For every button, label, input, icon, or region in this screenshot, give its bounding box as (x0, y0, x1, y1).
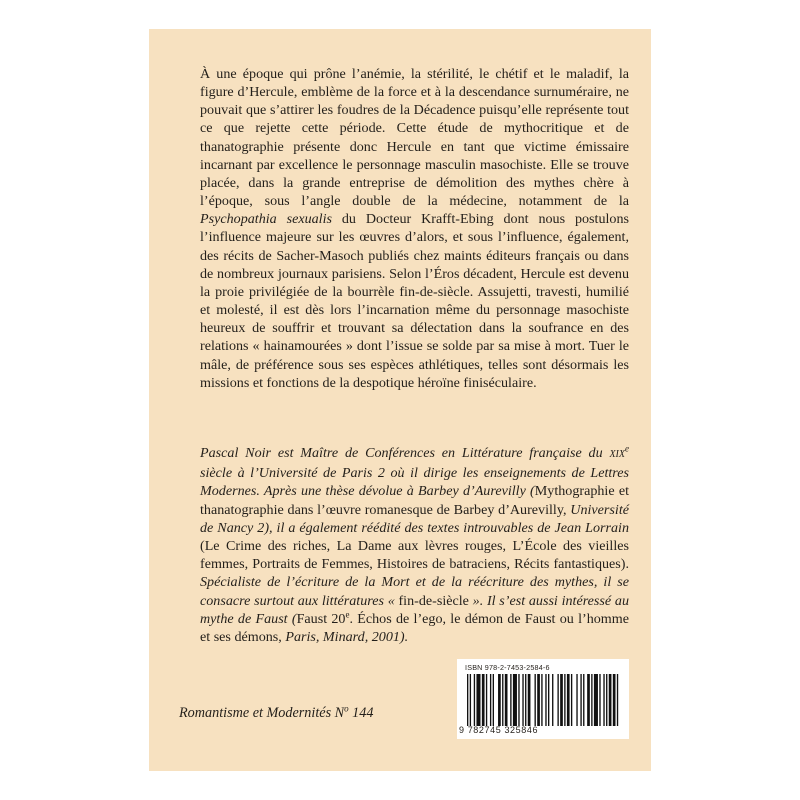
series-number-sup: o (344, 703, 349, 714)
isbn-label: ISBN 978-2-7453-2584-6 (465, 663, 550, 672)
bio-part-9: Faust 20 (296, 610, 346, 627)
bio-part-3: Mythographie et thanatographie dans l’œuvre romanesque de Barbey d’Aurevilly, (200, 483, 629, 518)
bio-century: XIX (609, 449, 625, 460)
isbn-barcode-box (457, 659, 629, 739)
bio-part-1: Pascal Noir est Maître de Conférences en Littérature française du (200, 445, 610, 461)
abstract-text: À une époque qui prône l’anémie, la stérilité, le chétif et le maladif, la figure d’Hercule, emblème de la force et à la descendance surnuméraire, ne pouvait que s’attirer les foudres de la Décadence puisqu’elle représente tout ce que rejette cette période. Cette étude de mythocritique et de thanatographie présente donc Hercule en tant que victime émissaire incarnant par excellence le personnage masculin masochiste. Elle se trouve placée, dans la grande entreprise de démolition des mythes chère à l’époque, sous l’angle double de la médecine, notamment de la (200, 66, 629, 210)
series-number: 144 (348, 705, 374, 721)
bio-part-6: Spécialiste de l’écriture de la Mort et de la réécriture des mythes, il se consacre surtout aux littératures « (200, 574, 629, 609)
barcode-icon (467, 674, 621, 726)
author-bio (200, 444, 629, 646)
bio-part-9-sup: e (345, 609, 350, 620)
barcode-digits: 9 782745 325846 (459, 725, 539, 735)
abstract-text-continued: du Docteur Krafft-Ebing dont nous postulons l’influence majeure sur les œuvres d’alors, et sous l’influence, également, des récits de Sacher-Masoch publiés chez maints éditeurs français ou dans de nombreux journaux parisiens. Selon l’Éros décadent, Hercule est devenu la proie privilégiée de la bourrèle fin-de-siècle. Assujetti, travesti, humilié et molesté, il est dès lors l’incarnation même du personnage masochiste heureux de souffrir et trouvant sa délectation dans la soufrance en des relations « hainamourées » dont l’issue se solde par sa mise à mort. Tuer le mâle, de préférence sous ses espèces athlétiques, telles sont désormais les missions et fonctions de la despotique héroïne finiséculaire. (200, 211, 629, 391)
bio-part-5: (Le Crime des riches, La Dame aux lèvres rouges, L’École des vieilles femmes, Portraits de Femmes, Histoires de batraciens, Récits fantastiques). (200, 538, 629, 573)
bio-part-10: . Échos de l’ego, le démon de Faust ou l’homme et ses démons, (200, 610, 629, 646)
bio-part-7: fin-de-siècle (398, 592, 469, 609)
series-title (179, 705, 373, 722)
back-cover (149, 29, 651, 771)
bio-part-11: Paris, Minard, 2001). (285, 629, 409, 646)
bio-part-2: siècle à l’Université de Paris 2 où il dirige les enseignements de Lettres Modernes. Après une thèse dévolue à Barbey d’Aurevilly ( (200, 465, 629, 500)
series-label: Romantisme et Modernités N (179, 705, 345, 721)
bio-part-4: Université de Nancy 2), il a également réédité des textes introuvables de Jean Lorrain (200, 501, 629, 536)
book-abstract (200, 65, 629, 392)
bio-century-sup: e (625, 443, 629, 454)
bio-part-8: ». Il s’est aussi intéressé au mythe de Faust ( (200, 592, 629, 627)
psychopathia-title: Psychopathia sexualis (200, 211, 332, 228)
